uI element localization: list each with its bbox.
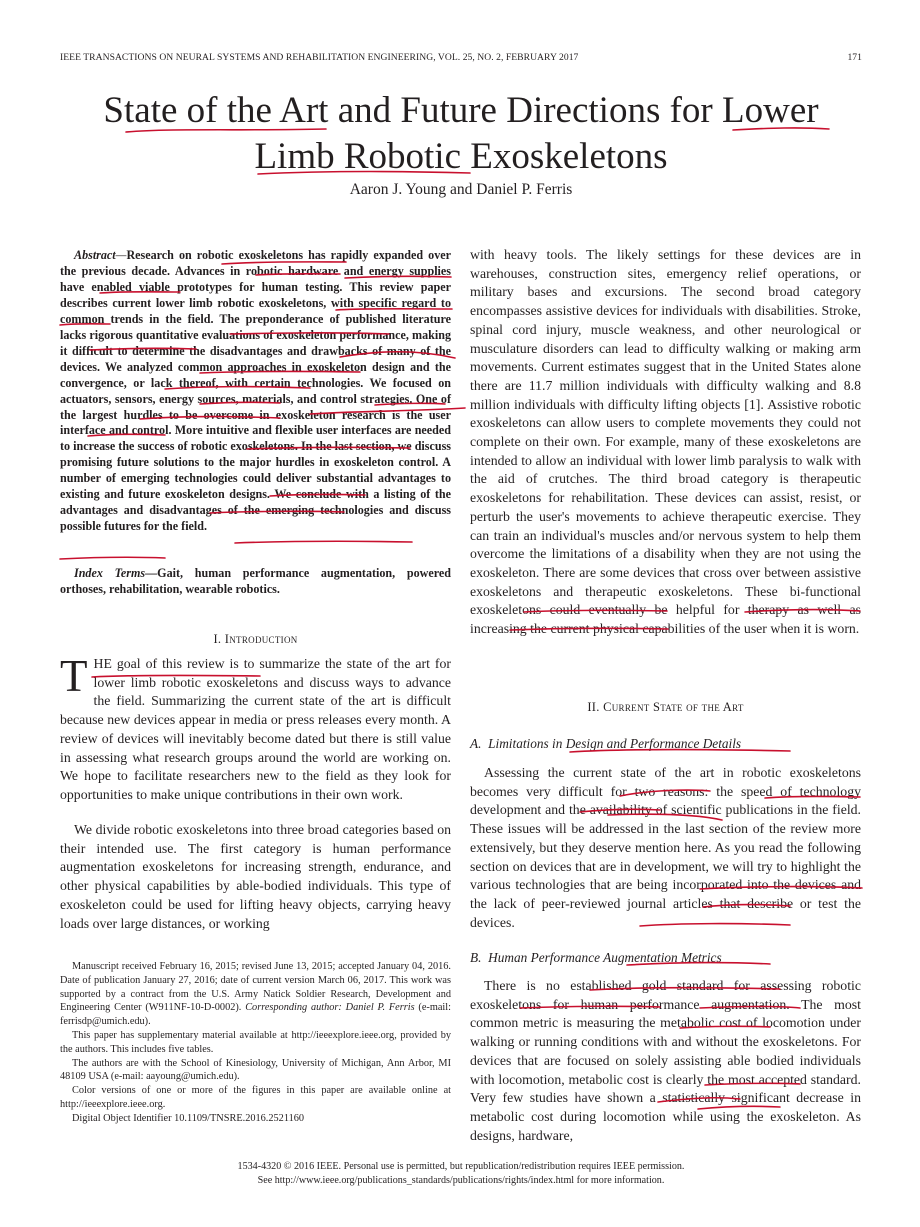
footnote-affiliation: The authors are with the School of Kinesiology, University of Michigan, Ann Arbor, MI 48109 USA (e-mail: aayoung@umich.edu). [60,1057,451,1083]
underline-mark [60,557,165,559]
intro-paragraph-1 [60,651,451,805]
rights-url-line: See http://www.ieee.org/publications_standards/publications/rights/index.html for more information. [257,1175,665,1186]
abstract-text: Research on robotic exoskeletons has rapidly expanded over the previous decade. Advances in robotic hardware and energy supplies have enabled viable prototypes for human testing. This review paper describes current lower limb robotic exoskeletons, with specific regard to common trends in the field. The preponderance of published literature lacks rigorous quantitative evaluations of exoskeleton performance, making it difficult to determine the disadvantages and drawbacks of many of the devices. We analyzed common approaches in exoskeleton design and the convergence, or lack thereof, with certain technologies. We focused on actuators, sensors, energy sources, materials, and control strategies. One of the largest hurdles to be overcome in exoskeleton research is the user interface and control. More intuitive and flexible user interfaces are needed to increase the success of robotic exoskeletons. In the last section, we discuss promising future solutions to the major hurdles in exoskeleton control. A number of emerging technologies could deliver substantial advantages to existing and future exoskeleton designs. We conclude with a listing of the advantages and disadvantages of the emerging technologies and discuss possible futures for the field. [60,248,451,534]
abstract-dash: — [115,248,127,262]
index-terms [60,566,451,598]
subsection-title: Limitations in Design and Performance Details [488,736,742,751]
subsection-b-paragraph: There is no established gold standard for assessing robotic exoskeletons for human performance augmentation. The most common metric is measuring the metabolic cost of locomotion under walking or running conditions with and without the exoskeletons. For devices that are focused on solely assisting able bodied individuals with locomotion, metabolic cost is clearly the most accepted standard. Very few studies have shown a statistically significant decrease in metabolic cost during locomotion while using the exoskeleton. As designs, hardware, [470,978,861,1143]
underline-mark [235,541,412,543]
subsection-label: B. [470,950,482,965]
subsection-heading-b [470,950,722,966]
subsection-heading-a [470,736,741,752]
title-line-2: Limb Robotic Exoskeletons [254,136,668,177]
drop-cap: T [60,651,88,701]
index-terms-text: Gait, human performance augmentation, powered orthoses, rehabilitation, wearable robotics. [60,566,452,596]
footnote-supplementary: This paper has supplementary material available at http://ieeexplore.ieee.org, provided by the authors. This includes five tables. [60,1029,451,1055]
section-numeral: I. [213,632,222,646]
footnote-color-versions: Color versions of one or more of the figures in this paper are available online at http://ieeexplore.ieee.org. [60,1085,451,1110]
intro-paragraph-2: We divide robotic exoskeletons into three broad categories based on their intended use. The first category is human performance augmentation exoskeletons for increasing strength, endurance, and other physical capabilities by able-bodied individuals. This type of exoskeleton could be used for lifting heavy objects, carrying heavy loads over large distances, or working [60,822,451,931]
section-title: Current State of the Art [603,700,744,714]
running-header [60,52,862,66]
author-list: Aaron J. Young and Daniel P. Ferris [349,181,573,198]
page-number: 171 [847,52,862,63]
title-line-1: State of the Art and Future Directions for Lower [103,90,819,131]
section-numeral: II. [587,700,600,714]
footnote-manuscript: Manuscript received February 16, 2015; revised June 13, 2015; accepted January 04, 2016. Date of publication January 27, 2016; date of current version March 06, 2017. This work was supported by a contract from the U.S. Army Natick Soldier Research, Development and Engineering Center (W911NF-10-D-0002). Corresponding author: Daniel P. Ferris (e-mail: ferrisdp@umich.edu). [60,961,451,1028]
abstract-label: Abstract [74,248,116,262]
subsection-a-paragraph: Assessing the current state of the art in robotic exoskeletons becomes very difficult for two reasons: the speed of technology development and the availability of scientific publications in the field. These issues will be addressed in the last section of the review more extensively, but they deserve mention here. As you read the following section on devices that are in development, we will try to highlight the various technologies that are being incorporated into the devices and the lack of peer-reviewed journal articles that describe or test the devices. [470,765,861,930]
intro-paragraph-2-continued: with heavy tools. The likely settings for these devices are in warehouses, construction sites, emergency relief operations, or military bases and excursions. The second broad category encompasses assistive devices for individuals with disabilities. Stroke, spinal cord injury, muscle weakness, and other neurological or musculature disorders can lead to difficulty walking or making arm movements. Current estimates suggest that in the United States alone there are 11.7 million individuals with difficulty walking and 8.8 million individuals with difficulty lifting objects [1]. Assistive robotic exoskeletons can allow users to complete movements they could not complete on their own. For example, many of these exoskeletons are intended to allow an individual with lower limb paralysis to walk with the aid of crutches. The third broad category is therapeutic exoskeletons for rehabilitation. These devices can assist, resist, or perturb the user's movements to achieve therapeutic exercise. They can train an individual's muscles and/or nervous system to help them overcome the limitations of a disability when they are not using the exoskeleton. There are some devices that cross over between assistive exoskeletons and therapeutic exoskeletons. These bi-functional exoskeletons could eventually be helpful for therapy as well as increasing the current physical capabilities of the user when it is worn. [470,247,861,637]
copyright-footer [40,1160,882,1188]
index-terms-label: Index Terms [74,566,146,580]
section-heading-introduction [60,632,451,647]
subsection-label: A. [470,736,482,751]
journal-citation: IEEE TRANSACTIONS ON NEURAL SYSTEMS AND REHABILITATION ENGINEERING, VOL. 25, NO. 2, FEBRUARY 2017 [60,52,579,63]
index-terms-dash: — [145,566,158,580]
first-page-footnotes [60,960,451,1126]
paper-title [40,88,882,180]
subsection-title: Human Performance Augmentation Metrics [488,950,722,965]
copyright-line: 1534-4320 © 2016 IEEE. Personal use is permitted, but republication/redistribution requires IEEE permission. [237,1161,685,1172]
section-title: Introduction [224,632,298,646]
abstract [60,248,451,535]
footnote-doi: Digital Object Identifier 10.1109/TNSRE.2016.2521160 [72,1112,305,1124]
intro-paragraph-1-text: HE goal of this review is to summarize the state of the art for lower limb robotic exoskeletons and discuss ways to advance the field. Summarizing the current state of the art is difficult because new devices appear in media or press releases every month. A review of devices will inevitably become dated but there is still value in assessing what research groups around the world are working on. We hope to facilitate researchers new to the field as they look for opportunities to make unique contributions in their own work. [60,656,451,802]
section-heading-current-state [470,700,861,715]
